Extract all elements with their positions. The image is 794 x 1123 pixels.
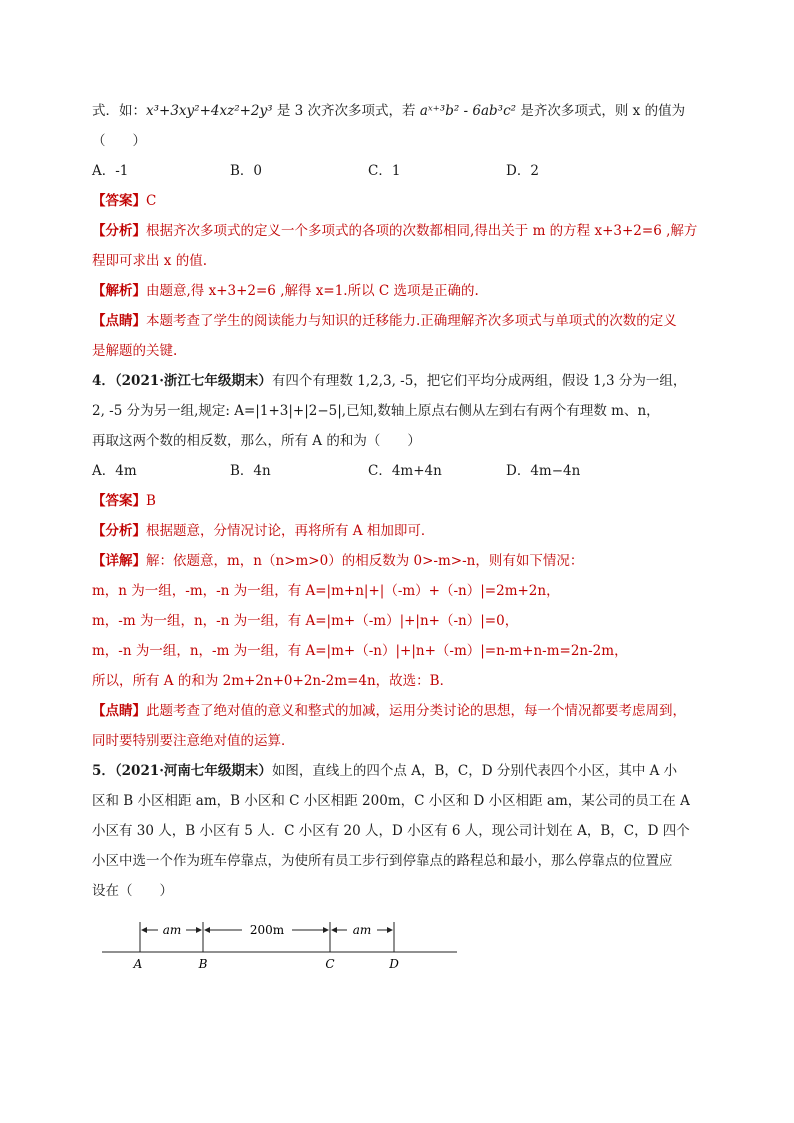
q4-options xyxy=(92,456,712,486)
q3-stem-mid: 是 3 次齐次多项式，若 xyxy=(272,103,420,119)
q4-stem-line3: 再取这两个数的相反数，那么，所有 A 的和为（ ） xyxy=(92,433,421,449)
q4-stem-text1: 有四个有理数 1,2,3, -5，把它们平均分成两组，假设 1,3 分为一组， xyxy=(271,373,687,389)
q4-option-a: A．4m xyxy=(92,463,137,479)
point-label-c: C xyxy=(325,957,335,971)
point-label-b: B xyxy=(198,957,208,971)
q4-summary: 所以，所有 A 的和为 2m+2n+0+2n-2m=4n，故选：B． xyxy=(92,673,454,689)
q4-option-c: C．4m+4n xyxy=(368,463,442,479)
q4-comment-cont: 同时要特别要注意绝对值的运算． xyxy=(92,733,295,749)
document-page xyxy=(92,96,712,978)
q4-case-3: m，-n 为一组，n，-m 为一组，有 A=|m+（-n）|+|n+（-m）|=n-m+n-m=2n-2m， xyxy=(92,643,628,659)
q5-source: （2021·河南七年级期末） xyxy=(114,763,272,779)
q4-option-b: B．4n xyxy=(230,463,271,479)
q3-comment-cont: 是解题的关键. xyxy=(92,343,178,359)
answer-tag: 【答案】 xyxy=(92,193,146,209)
q4-stem-line2: 2, -5 分为另一组,规定: A=|1+3|+|2−5|,已知,数轴上原点右侧从左到右有两个有理数 m、n， xyxy=(92,403,660,419)
q3-stem-suffix: 是齐次多项式，则 x 的值为 xyxy=(516,103,686,119)
q3-stem-line1 xyxy=(92,96,712,126)
number-line-svg xyxy=(92,912,472,974)
q4-source: （2021·浙江七年级期末） xyxy=(114,373,272,389)
q4-case-1: m，n 为一组，-m，-n 为一组，有 A=|m+n|+|（-m）+（-n）|=2m+2n， xyxy=(92,583,560,599)
analysis-tag: 【分析】 xyxy=(92,223,146,239)
q3-option-d: D．2 xyxy=(506,163,539,179)
q4-comment-text: 此题考查了绝对值的意义和整式的加减，运用分类讨论的思想，每一个情况都要考虑周到， xyxy=(146,703,686,719)
analysis-tag: 【分析】 xyxy=(92,523,146,539)
q4-analysis-text: 根据题意，分情况讨论，再将所有 A 相加即可． xyxy=(146,523,435,539)
solution-tag: 【解析】 xyxy=(92,283,146,299)
q3-solution xyxy=(92,276,712,306)
q4-option-d: D．4m−4n xyxy=(506,463,581,479)
q4-comment xyxy=(92,696,712,726)
q4-number: 4． xyxy=(92,373,115,389)
q5-stem-line4: 小区中选一个作为班车停靠点，为使所有员工步行到停靠点的路程总和最小，那么停靠点的位置应 xyxy=(92,853,673,869)
q4-analysis xyxy=(92,516,712,546)
point-label-a: A xyxy=(133,957,143,971)
label-seg1: am xyxy=(162,923,182,937)
q5-stem-line3: 小区有 30 人，B 小区有 5 人．C 小区有 20 人，D 小区有 6 人，现公司计划在 A，B，C，D 四个 xyxy=(92,823,690,839)
answer-tag: 【答案】 xyxy=(92,493,146,509)
q3-solution-text: 由题意,得 x+3+2=6 ,解得 x=1.所以 C 选项是正确的. xyxy=(146,283,479,299)
q3-example-expression: x³+3xy²+4xz²+2y³ xyxy=(146,103,273,119)
q5-number: 5． xyxy=(92,763,115,779)
q3-comment-text: 本题考查了学生的阅读能力与知识的迁移能力.正确理解齐次多项式与单项式的次数的定义 xyxy=(146,313,677,329)
q3-answer-bracket: （ ） xyxy=(92,133,146,149)
q4-stem-line1 xyxy=(92,366,712,396)
q3-answer xyxy=(92,186,712,216)
q4-case-2: m，-m 为一组，n，-n 为一组，有 A=|m+（-m）|+|n+（-n）|=0， xyxy=(92,613,519,629)
q4-detail xyxy=(92,546,712,576)
q3-option-a: A．-1 xyxy=(92,163,129,179)
q3-analysis-cont: 程即可求出 x 的值. xyxy=(92,253,207,269)
comment-tag: 【点睛】 xyxy=(92,313,146,329)
comment-tag: 【点睛】 xyxy=(92,703,146,719)
q4-answer-value: B xyxy=(146,493,156,509)
q3-analysis-text: 根据齐次多项式的定义一个多项式的各项的次数都相同,得出关于 m 的方程 x+3+2=6 ,解方 xyxy=(146,223,698,239)
q3-answer-value: C xyxy=(146,193,157,209)
q5-number-line-diagram xyxy=(92,912,712,978)
q3-options xyxy=(92,156,712,186)
q3-comment xyxy=(92,306,712,336)
point-label-d: D xyxy=(389,957,399,971)
q3-analysis xyxy=(92,216,712,246)
q5-stem-line2: 区和 B 小区相距 am，B 小区和 C 小区相距 200m，C 小区和 D 小区相距 am，某公司的员工在 A xyxy=(92,793,690,809)
q5-stem-line5: 设在（ ） xyxy=(92,883,173,899)
label-seg3: am xyxy=(352,923,372,937)
q3-given-expression: aˣ⁺³b² - 6ab³c² xyxy=(419,103,517,119)
q5-stem-text1: 如图，直线上的四个点 A，B，C，D 分别代表四个小区，其中 A 小 xyxy=(271,763,678,779)
detail-tag: 【详解】 xyxy=(92,553,146,569)
label-seg2: 200m xyxy=(249,923,285,937)
q5-stem-line1 xyxy=(92,756,712,786)
q4-answer xyxy=(92,486,712,516)
q3-option-b: B．0 xyxy=(230,163,263,179)
q3-stem-prefix: 式．如： xyxy=(92,103,146,119)
q4-detail-text: 解：依题意，m，n（n>m>0）的相反数为 0>-m>-n，则有如下情况： xyxy=(146,553,584,569)
q3-option-c: C．1 xyxy=(368,163,401,179)
